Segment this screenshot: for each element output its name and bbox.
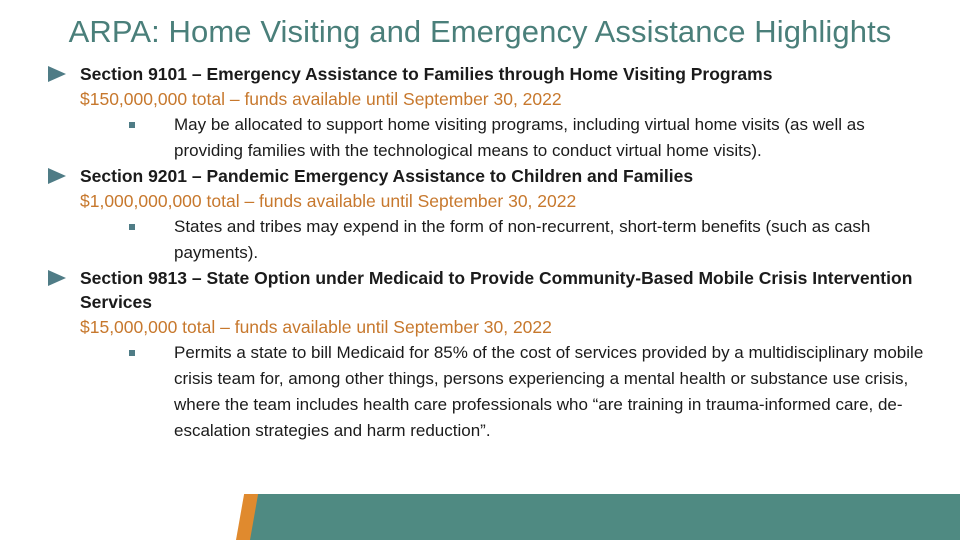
square-bullet-icon bbox=[127, 214, 174, 240]
section-bullet bbox=[127, 112, 936, 164]
section-heading: Section 9201 – Pandemic Emergency Assistance to Children and Families bbox=[80, 166, 694, 186]
section-9201 bbox=[46, 164, 936, 266]
triangle-right-icon bbox=[46, 164, 80, 188]
slide-title: ARPA: Home Visiting and Emergency Assistance Highlights bbox=[68, 14, 892, 49]
section-heading: Section 9101 – Emergency Assistance to Families through Home Visiting Programs bbox=[80, 64, 773, 84]
bullet-text: Permits a state to bill Medicaid for 85% of the cost of services provided by a multidisciplinary mobile crisis team for, among other things, persons experiencing a mental health or substance use crisis, where the team includes health care professionals who “are training in trauma-informed care, de-escalation strategies and harm reduction”. bbox=[174, 343, 924, 440]
slide-content bbox=[46, 62, 936, 444]
section-heading: Section 9813 – State Option under Medicaid to Provide Community-Based Mobile Crisis Intervention Services bbox=[80, 268, 913, 312]
bullet-text: States and tribes may expend in the form of non-recurrent, short-term benefits (such as cash payments). bbox=[174, 217, 871, 262]
section-bullet bbox=[127, 214, 936, 266]
section-heading-row bbox=[46, 164, 936, 188]
section-amount: $1,000,000,000 total – funds available until September 30, 2022 bbox=[80, 191, 577, 211]
section-9813 bbox=[46, 266, 936, 444]
section-amount: $150,000,000 total – funds available until September 30, 2022 bbox=[80, 89, 562, 109]
section-9101 bbox=[46, 62, 936, 164]
triangle-right-icon bbox=[46, 266, 80, 290]
section-heading-row bbox=[46, 266, 936, 314]
square-bullet-icon bbox=[127, 112, 174, 138]
triangle-right-icon bbox=[46, 62, 80, 86]
section-heading-row bbox=[46, 62, 936, 86]
section-amount: $15,000,000 total – funds available until September 30, 2022 bbox=[80, 317, 552, 337]
footer-band-teal bbox=[250, 494, 960, 540]
square-bullet-icon bbox=[127, 340, 174, 366]
bullet-text: May be allocated to support home visiting programs, including virtual home visits (as well as providing families with the technological means to conduct virtual home visits). bbox=[174, 115, 865, 160]
section-bullet bbox=[127, 340, 936, 444]
